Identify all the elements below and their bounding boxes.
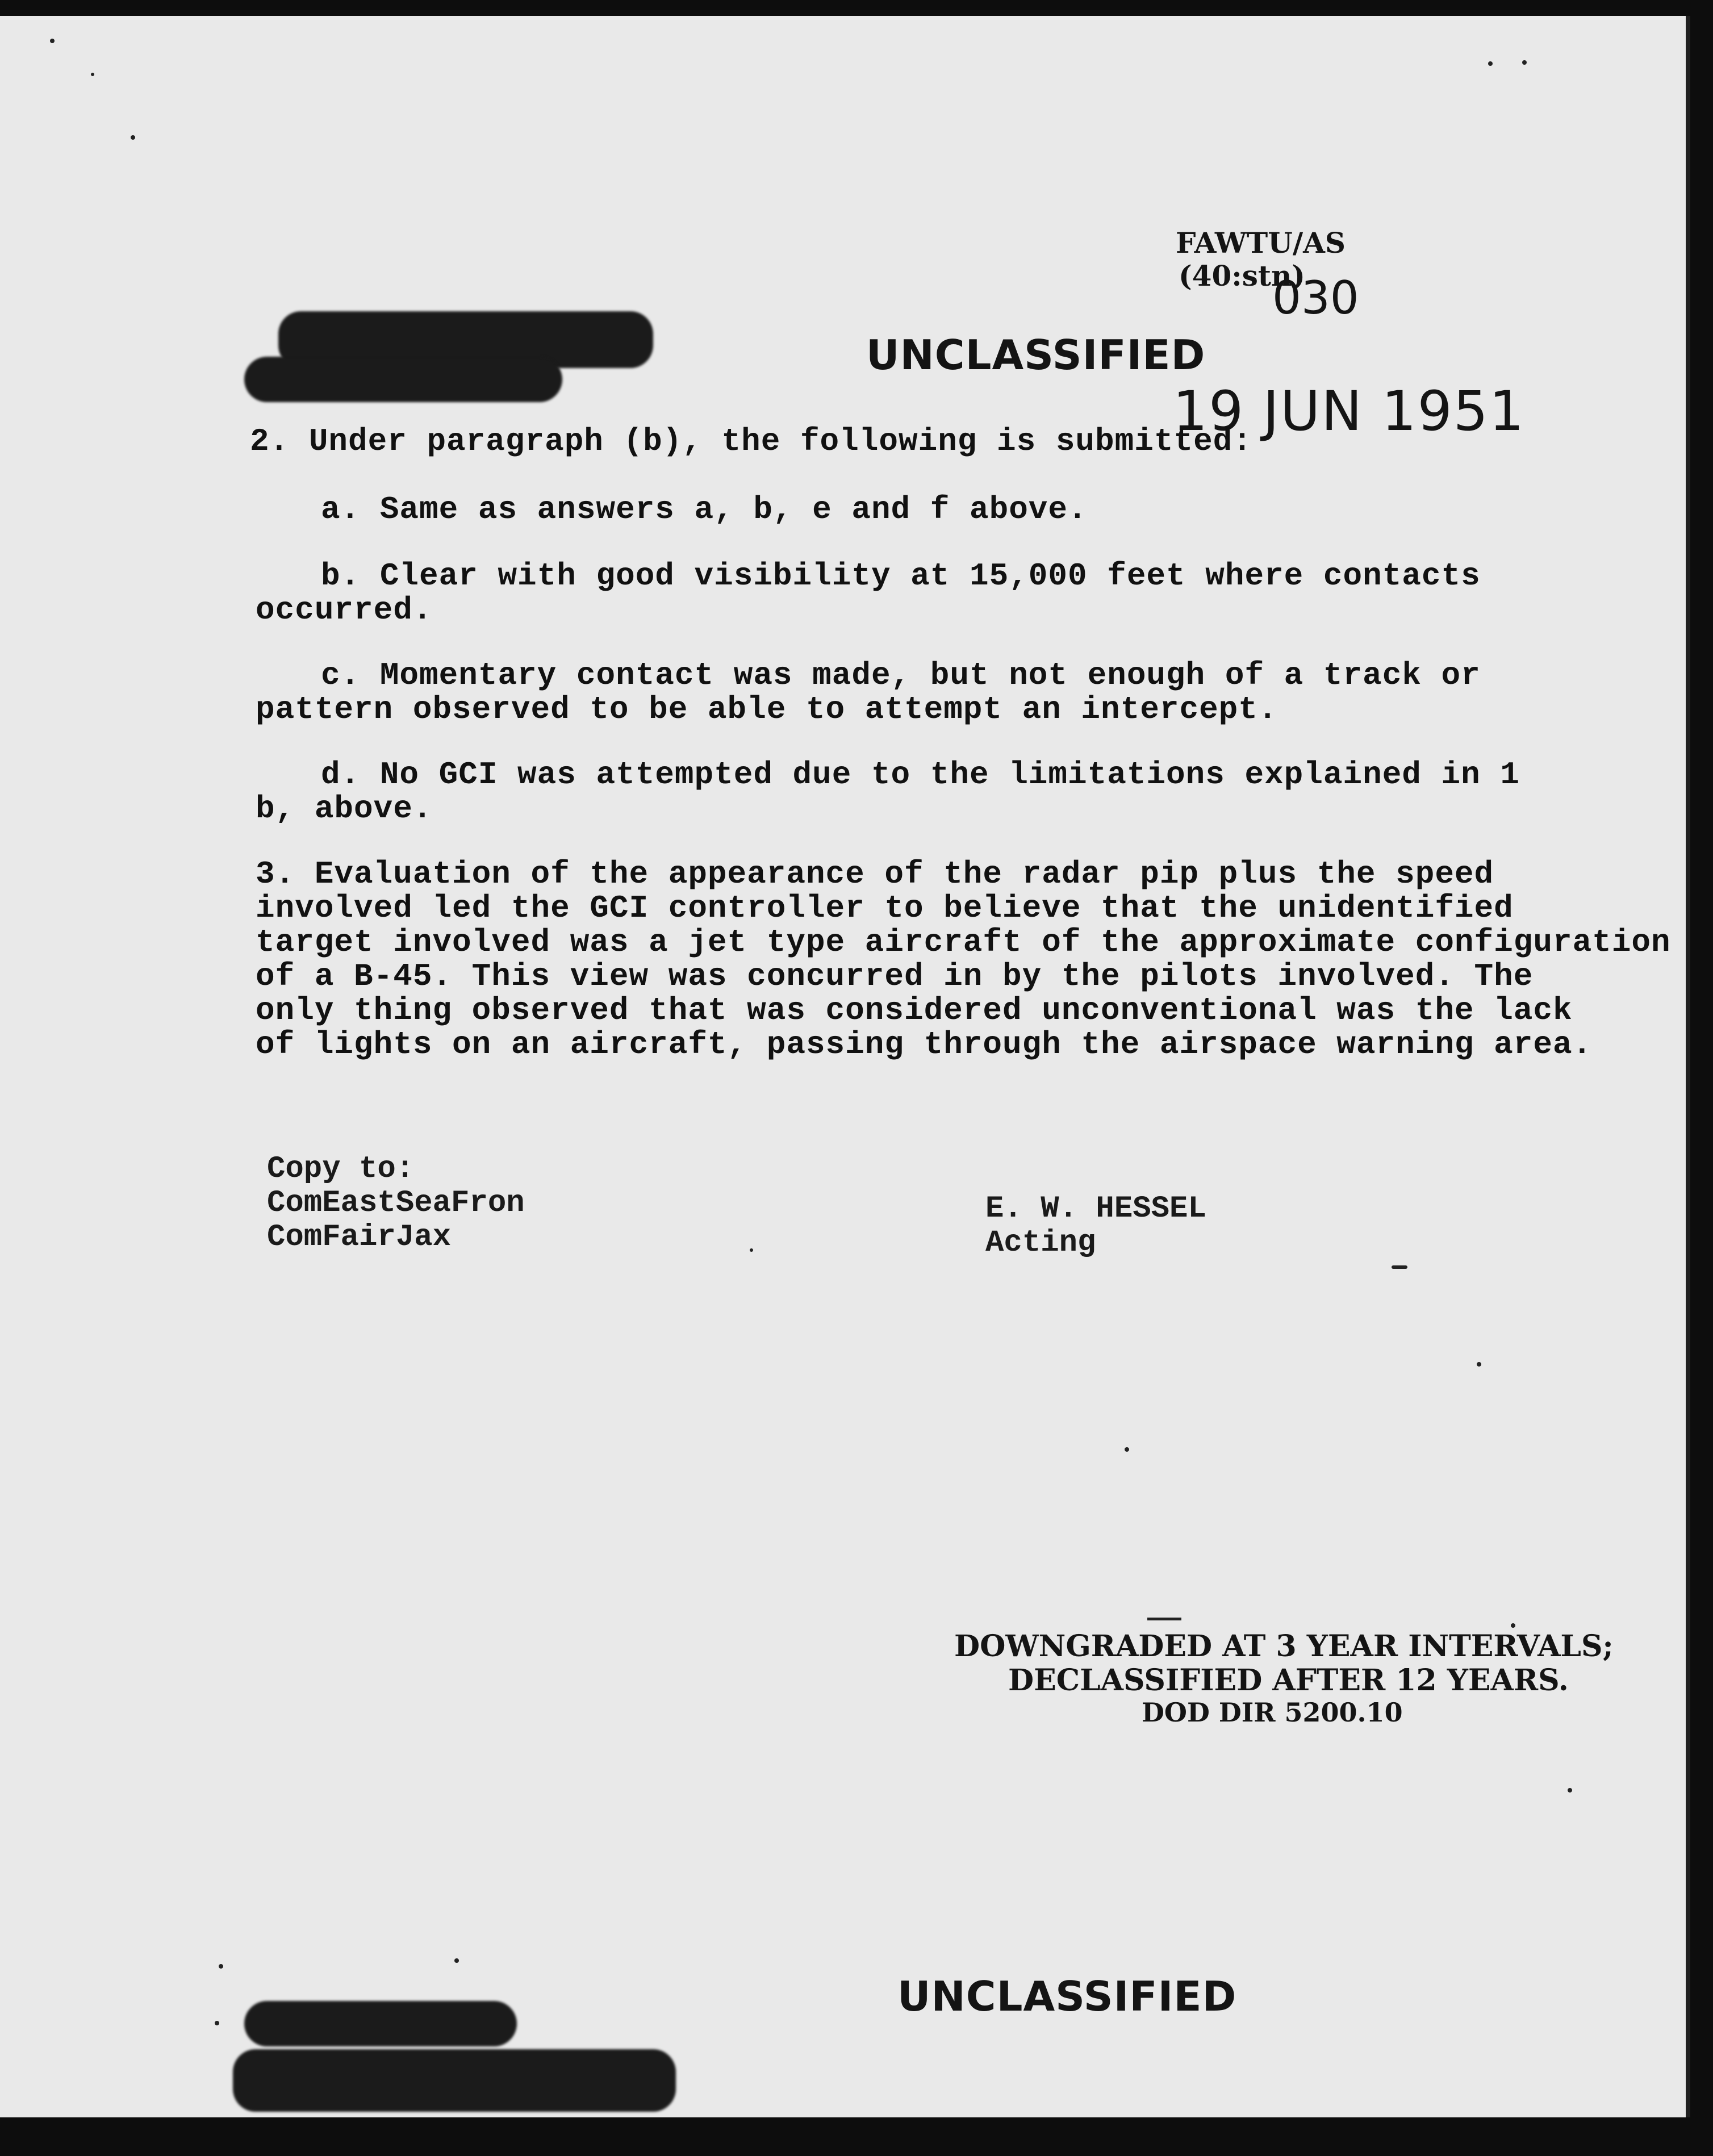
- signature-title: Acting: [985, 1226, 1096, 1260]
- scan-speck: [454, 1958, 459, 1963]
- redacted-classification-stamp: [233, 2049, 676, 2112]
- para2-item-c-line2: pattern observed to be able to attempt an intercept.: [256, 691, 1278, 728]
- scan-speck: [1511, 1623, 1515, 1628]
- scan-speck: [1488, 61, 1493, 66]
- para2-item-d-line1: d. No GCI was attempted due to the limitations explained in 1: [321, 757, 1520, 793]
- classification-stamp-bottom: UNCLASSIFIED: [897, 1973, 1237, 2020]
- stamp-rule: [1147, 1618, 1181, 1620]
- para2-item-b-line1: b. Clear with good visibility at 15,000 feet where contacts: [321, 558, 1481, 594]
- para3-line: target involved was a jet type aircraft of the approximate configuration: [256, 924, 1671, 960]
- scan-speck: [1392, 1265, 1407, 1269]
- serial-number: 030: [1272, 271, 1359, 324]
- scan-speck: [750, 1248, 753, 1252]
- para2-item-a: a. Same as answers a, b, e and f above.: [321, 491, 1088, 528]
- para2-item-c-line1: c. Momentary contact was made, but not enough of a track or: [321, 657, 1481, 693]
- para2-intro: 2. Under paragraph (b), the following is submitted:: [250, 423, 1252, 459]
- redacted-classification-stamp: [244, 357, 562, 402]
- scan-speck: [1477, 1362, 1481, 1367]
- scan-speck: [1522, 60, 1527, 65]
- copy-to-recipient: ComEastSeaFron: [267, 1186, 525, 1221]
- declassification-stamp-line1: DOWNGRADED AT 3 YEAR INTERVALS;: [954, 1629, 1614, 1664]
- para2-item-b-line2: occurred.: [256, 592, 433, 628]
- copy-to-recipient: ComFairJax: [267, 1220, 452, 1255]
- declassification-stamp-line2: DECLASSIFIED AFTER 12 YEARS.: [1008, 1663, 1569, 1698]
- scan-speck: [1125, 1447, 1129, 1452]
- scan-speck: [91, 73, 94, 76]
- scan-speck: [131, 135, 135, 140]
- para2-item-d-line2: b, above.: [256, 791, 433, 827]
- classification-stamp-top: UNCLASSIFIED: [866, 331, 1206, 379]
- scan-speck: [50, 39, 55, 43]
- signature-name: E. W. HESSEL: [985, 1192, 1206, 1226]
- file-code-line2: (40:stn): [1179, 259, 1305, 293]
- para3-line: of lights on an aircraft, passing through the airspace warning area.: [256, 1026, 1593, 1063]
- date-stamp: 19 JUN 1951: [1173, 379, 1525, 443]
- redacted-classification-stamp: [244, 2001, 517, 2046]
- copy-to-label: Copy to:: [267, 1152, 415, 1186]
- declassification-stamp-line3: DOD DIR 5200.10: [1142, 1697, 1403, 1728]
- scan-speck: [215, 2021, 219, 2025]
- scan-speck: [1568, 1788, 1572, 1793]
- para3-line: of a B-45. This view was concurred in by the pilots involved. The: [256, 958, 1534, 995]
- para3-line: 3. Evaluation of the appearance of the radar pip plus the speed: [256, 856, 1494, 892]
- file-code-line1: FAWTU/AS: [1176, 226, 1346, 260]
- document-page: [0, 16, 1690, 2117]
- scan-speck: [219, 1964, 223, 1969]
- para3-line: involved led the GCI controller to believe that the unidentified: [256, 890, 1514, 926]
- para3-line: only thing observed that was considered unconventional was the lack: [256, 992, 1573, 1029]
